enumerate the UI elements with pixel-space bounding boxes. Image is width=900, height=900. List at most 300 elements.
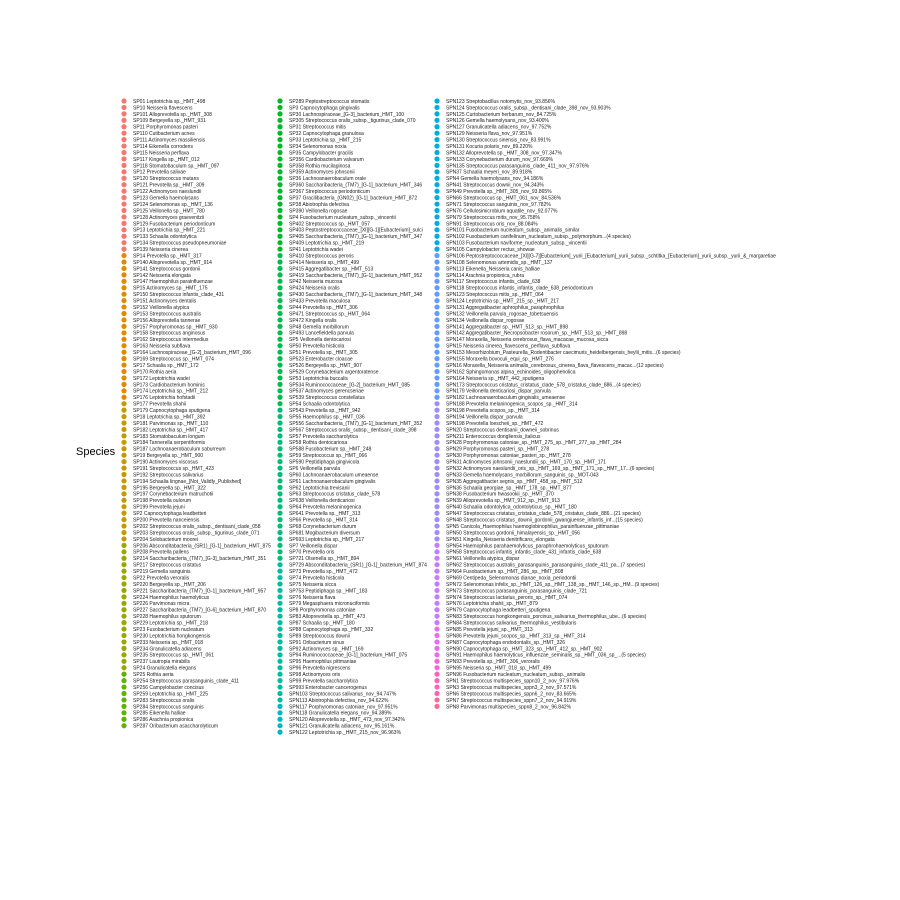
legend-label: SP543 Prevotella sp._HMT_942 — [289, 408, 361, 415]
legend-key-dot — [277, 543, 282, 548]
legend-label: SP55 Haemophilus sp._HMT_036 — [289, 414, 365, 421]
legend-key-dot — [434, 543, 439, 548]
legend-key-dot — [277, 433, 282, 438]
legend-key-dot — [277, 143, 282, 148]
legend-label: SP993 Enterobacter cancerogenus — [289, 684, 367, 691]
legend-key-dot — [121, 369, 126, 374]
legend-label: SP358 Rothia mucilaginosa — [289, 163, 351, 170]
legend-key-dot — [121, 440, 126, 445]
legend-label: SPN123 Streptobacillus notomytis_nov_93.856% — [446, 98, 555, 105]
legend-label: SPN51 Kingella_Neisseria denitrificans_elongata — [446, 536, 555, 543]
legend-key-dot — [277, 156, 282, 161]
legend-label: SP87 Schaalia sp._HMT_180 — [289, 620, 355, 627]
legend-key-dot — [121, 472, 126, 477]
legend-key-dot — [434, 189, 439, 194]
legend-key-dot — [121, 221, 126, 226]
legend-key-dot — [277, 549, 282, 554]
legend-label: SP158 Streptococcus anginosus — [133, 330, 206, 337]
legend-label: SPN120 Alloprevotella sp._HMT_473_nov_97.342% — [289, 717, 405, 724]
legend-key-dot — [121, 594, 126, 599]
legend-key-dot — [277, 375, 282, 380]
legend-key-dot — [277, 208, 282, 213]
legend-key-dot — [121, 427, 126, 432]
legend-label: SP419 Saccharibacteria_(TM7)_[G-1]_bacterium_HMT_952 — [289, 272, 423, 279]
legend-label: SP198 Prevotella oulorum — [133, 498, 192, 505]
legend-key-dot — [434, 491, 439, 496]
legend-key-dot — [277, 536, 282, 541]
legend-label: SP177 Prevotella shahii — [133, 401, 187, 408]
legend-label: SPN211 Enterococcus dongliensis_italicus — [446, 433, 541, 440]
legend-key-dot — [121, 691, 126, 696]
legend-label: SP217 Streptococcus cristatus — [133, 562, 202, 569]
legend-label: SP125 Veillonella sp._HMT_780 — [133, 208, 205, 215]
legend-key-dot — [121, 697, 126, 702]
legend-label: SPN49 Prevotella sp._HMT_305_nov_93.865% — [446, 189, 552, 196]
legend-key-dot — [121, 659, 126, 664]
legend-key-dot — [277, 562, 282, 567]
legend-key-dot — [277, 221, 282, 226]
legend-key-dot — [434, 176, 439, 181]
legend-key-dot — [434, 511, 439, 516]
legend-label: SP95 Haemophilus pittmaniae — [289, 659, 357, 666]
legend-label: SP151 Actinomyces dentalis — [133, 298, 197, 305]
legend-label: SPN37 Schaalia meyeri_nov_89.918% — [446, 169, 533, 176]
legend-label: SP19 Bergeyella sp._HMT_900 — [133, 453, 204, 460]
legend-label: SP6 Veillonella parvula — [289, 465, 341, 472]
legend-title: Species — [76, 446, 116, 458]
legend-key-dot — [434, 672, 439, 677]
legend-key-dot — [277, 279, 282, 284]
legend-label: SPN188 Prevotella melaninogenica_scopos_sp._HMT_314 — [446, 401, 578, 408]
legend-key-dot — [121, 395, 126, 400]
legend-key-dot — [434, 626, 439, 631]
legend-key-dot — [434, 408, 439, 413]
legend-key-dot — [121, 337, 126, 342]
legend-key-dot — [434, 118, 439, 123]
legend-key-dot — [434, 169, 439, 174]
legend-key-dot — [277, 465, 282, 470]
legend-key-dot — [434, 433, 439, 438]
legend-key-dot — [434, 343, 439, 348]
legend-key-dot — [434, 311, 439, 316]
legend-label: SP30 Lachnospiraceae_[G-3]_bacterium_HMT_100 — [289, 111, 405, 118]
legend-key-dot — [434, 633, 439, 638]
legend-label: SP534 Ruminococcaceae_[G-2]_bacterium_HMT_085 — [289, 382, 410, 389]
legend-key-dot — [434, 536, 439, 541]
legend-label: SPN198 Prevotella scopos_sp._HMT_314 — [446, 408, 540, 415]
legend-key-dot — [121, 317, 126, 322]
legend-label: SP5 Veillonella dentocariosi — [289, 337, 351, 344]
legend-key-dot — [277, 169, 282, 174]
legend-label: SPN84 Streptococcus salivarius_thermophilus_vestibularis — [446, 620, 577, 627]
legend-key-dot — [121, 298, 126, 303]
legend-key-dot — [434, 607, 439, 612]
legend-key-dot — [277, 131, 282, 136]
legend-key-dot — [277, 697, 282, 702]
legend-key-dot — [121, 350, 126, 355]
legend-key-dot — [434, 324, 439, 329]
legend-label: SP172 Leptotrichia wadei — [133, 375, 190, 382]
legend-label: SP133 Schaalia odontolytica — [133, 234, 197, 241]
legend-key-dot — [434, 330, 439, 335]
legend-key-dot — [434, 259, 439, 264]
legend-key-dot — [434, 356, 439, 361]
legend-label: SPN114 Arachnia propionica_rubra — [446, 272, 525, 279]
legend-key-dot — [277, 324, 282, 329]
legend-label: SP13 Leptotrichia sp._HMT_221 — [133, 227, 206, 234]
legend-label: SP638 Veillonella denticariosi — [289, 498, 355, 505]
legend-label: SP289 Peptostreptococcus stomatis — [289, 98, 370, 105]
legend-key-dot — [434, 517, 439, 522]
legend-key-dot — [434, 569, 439, 574]
legend-key-dot — [277, 556, 282, 561]
legend-key-dot — [434, 143, 439, 148]
legend-key-dot — [121, 446, 126, 451]
legend-label: SPN31 Actinomyces johnsonii_naeslundii_sp._HMT_170_sp._HMT_171 — [446, 459, 607, 466]
legend-key-dot — [277, 266, 282, 271]
legend-key-dot — [121, 498, 126, 503]
legend-key-dot — [434, 111, 439, 116]
legend-key-dot — [121, 620, 126, 625]
legend-label: SP234 Granulicatella adiacens — [133, 646, 202, 653]
legend-label: SPN101 Fusobacterium nucleatum_subsp._animalis_similar — [446, 227, 580, 234]
legend-key-dot — [121, 214, 126, 219]
legend-label: SP141 Streptococcus gordonii — [133, 266, 201, 273]
legend-label: SPN69 Centipeda_Selenomonas dianae_noxia_periodontii — [446, 575, 577, 582]
legend-key-dot — [277, 382, 282, 387]
legend-label: SP539 Streptococcus constellatus — [289, 395, 365, 402]
legend-key-dot — [121, 176, 126, 181]
legend-key-dot — [121, 272, 126, 277]
legend-label: SP73 Prevotella sp._HMT_472 — [289, 569, 358, 576]
legend-key-dot — [121, 408, 126, 413]
legend-label: SPN130 Streptococcus sinensis_nov_83.991% — [446, 137, 551, 144]
legend-key-dot — [277, 118, 282, 123]
legend-label: SPN173 Streptococcus cristatus_cristatus_clade_578_cristatus_clade_886...(4 species) — [446, 382, 641, 389]
legend-label: SPN79 Streptococcus mitis_nov_95.758% — [446, 214, 540, 221]
legend-key-dot — [121, 517, 126, 522]
legend-key-dot — [434, 247, 439, 252]
legend-label: SP32 Capnocytophaga granulosa — [289, 131, 364, 138]
legend-key-dot — [277, 491, 282, 496]
legend-key-dot — [277, 350, 282, 355]
legend-key-dot — [121, 356, 126, 361]
legend-key-dot — [277, 646, 282, 651]
legend-key-dot — [121, 485, 126, 490]
legend-label: SP415 Aggregatibacter sp._HMT_513 — [289, 266, 374, 273]
legend-key-dot — [121, 433, 126, 438]
legend-key-dot — [121, 672, 126, 677]
legend-key-dot — [434, 362, 439, 367]
legend-label: SP76 Neisseria flava — [289, 594, 336, 601]
legend-label: SP22 Prevotella veroralis — [133, 575, 190, 582]
legend-key-dot — [121, 530, 126, 535]
legend-key-dot — [121, 201, 126, 206]
legend-label: SP197 Corynebacterium matruchotii — [133, 491, 214, 498]
legend-label: SP66 Prevotella sp._HMT_314 — [289, 517, 358, 524]
legend-key-dot — [277, 511, 282, 516]
legend-key-dot — [121, 491, 126, 496]
legend-key-dot — [121, 105, 126, 110]
legend-key-dot — [277, 259, 282, 264]
legend-label: SP37 Gracilibacteria_(GN02)_[G-1]_bacterium_HMT_872 — [289, 195, 418, 202]
legend-label: SP75 Neisseria sicca — [289, 581, 337, 588]
legend-key-dot — [121, 723, 126, 728]
legend-key-dot — [121, 536, 126, 541]
legend-label: SP285 Eikenella halliae — [133, 710, 186, 717]
legend-label: SPN124 Streptococcus oralis_subsp._dentisani_clade_398_nov_93.903% — [446, 105, 611, 112]
legend-label: SP70 Prevotella oris — [289, 549, 335, 556]
legend-key-dot — [277, 195, 282, 200]
legend-label: SP359 Actinomyces johnsonii — [289, 169, 355, 176]
legend-key-dot — [434, 530, 439, 535]
legend-key-dot — [277, 530, 282, 535]
legend-label: SP12 Prevotella salivae — [133, 169, 186, 176]
legend-key-dot — [121, 247, 126, 252]
legend-key-dot — [277, 292, 282, 297]
legend-label: SPN20 Streptococcus dentisanii_downeii_sobrinus — [446, 427, 559, 434]
legend-key-dot — [434, 234, 439, 239]
legend-label: SPN106 Peptostreptococcaceae_[XI][G-7][Eubacterium]_yurii_[Eubacterium]_yurii_subsp._schtitka_[Eubacterium]_yurii_subsp._yurii_&_margaretiae — [446, 253, 776, 260]
legend-key-dot — [121, 633, 126, 638]
legend-key-dot — [121, 575, 126, 580]
legend-key-dot — [434, 253, 439, 258]
legend-label: SP194 Schaalia lingnae_[Not_Validly_Published] — [133, 478, 242, 485]
legend-label: SP33 Leptotrichia sp._HMT_215 — [289, 137, 362, 144]
legend-key-dot — [277, 626, 282, 631]
legend-key-dot — [277, 124, 282, 129]
legend-key-dot — [277, 485, 282, 490]
legend-key-dot — [277, 504, 282, 509]
legend-key-dot — [434, 659, 439, 664]
legend-key-dot — [121, 523, 126, 528]
legend-label: SPN54 Haemophilus parahaemolyticus_paraphrohaemolyticus_sputorum — [446, 543, 609, 550]
legend-key-dot — [277, 446, 282, 451]
legend-label: SP230 Leptotrichia hongkongensis — [133, 633, 211, 640]
legend-key-dot — [277, 414, 282, 419]
legend-label: SP17 Schaalia sp._HMT_172 — [133, 362, 199, 369]
legend-key-dot — [277, 311, 282, 316]
legend-label: SPN33 Gemella haemolysans_morbillorum_sanguinis_sp._MOT-043 — [446, 472, 599, 479]
legend-key-dot — [277, 298, 282, 303]
legend-key-dot — [434, 704, 439, 709]
legend-key-dot — [277, 710, 282, 715]
legend-key-dot — [277, 150, 282, 155]
legend-key-dot — [277, 652, 282, 657]
legend-label: SP414 Neisseria sp._HMT_499 — [289, 259, 360, 266]
legend-key-dot — [121, 607, 126, 612]
legend-label: SP472 Kingella oralis — [289, 317, 337, 324]
legend-key-dot — [277, 395, 282, 400]
legend-key-dot — [121, 253, 126, 258]
legend-label: SPN122 Leptotrichia sp._HMT_215_nov_96.963% — [289, 730, 402, 737]
legend-label: SP259 Leptotrichia sp._HMT_225 — [133, 691, 209, 698]
legend-label: SP88 Capnocytophaga sp._HMT_332 — [289, 626, 374, 633]
legend-key-dot — [277, 214, 282, 219]
legend-label: SPN142 Aggregatibacter_Necropsobacter rosorum_sp._HMT_513_sp._HMT_898 — [446, 330, 628, 337]
legend-label: SP224 Haemophilus haemolyticus — [133, 594, 210, 601]
legend-label: SPN103 Streptococcus salivarius_nov_94.747% — [289, 691, 397, 698]
legend-label: SP405 Saccharibacteria_(TM7)_[G-1]_bacterium_HMT_347 — [289, 234, 423, 241]
legend-label: SPN147 Moraxella_Neisseria cerebrosus_flava_macacae_mucosa_sicca — [446, 337, 609, 344]
legend-key-dot — [434, 691, 439, 696]
legend-key-dot — [277, 420, 282, 425]
legend-label: SPN103 Fusobacterium naviforme_nucleatum_subsp._vincentii — [446, 240, 587, 247]
legend-label: SPN141 Aggregatibacter sp._HMT_513_sp._HMT_898 — [446, 324, 569, 331]
legend-key-dot — [434, 156, 439, 161]
legend-label: SP14 Prevotella sp._HMT_317 — [133, 253, 202, 260]
legend-label: SP110 Cutibacterium acnes — [133, 131, 195, 138]
legend-key-dot — [121, 292, 126, 297]
legend-label: SPN36 Schaalia georgiae_sp._HMT_178_sp._HMT_877 — [446, 485, 572, 492]
legend-label: SPN155 Moraxella bovoculi_equi_sp._HMT_276 — [446, 356, 554, 363]
legend-key-dot — [277, 330, 282, 335]
legend-label: SP226 Parvimonas micra — [133, 601, 190, 608]
legend-label: SP62 Leptotrichia trevisanii — [289, 485, 350, 492]
legend-label: SPN113 Eikenella_Neisseria canis_halliae — [446, 266, 540, 273]
legend-key-dot — [434, 556, 439, 561]
legend-key-dot — [277, 569, 282, 574]
legend-label: SPN108 Selenomonas artemidis_sp._HMT_137 — [446, 259, 553, 266]
legend-key-dot — [121, 543, 126, 548]
legend-label: SP526 Bergeyella sp._HMT_907 — [289, 362, 362, 369]
legend-key-dot — [121, 478, 126, 483]
legend-label: SP228 Haemophilus sputorum — [133, 614, 201, 621]
legend-label: SP471 Streptococcus sp._HMT_064 — [289, 311, 370, 318]
legend-label: SP8 Porphyromonas catoniae — [289, 607, 356, 614]
legend-label: SPN91 Haemophilus haemolyticus_influenzae_seminalis_sp._HMT_036_sp_...(5 species) — [446, 652, 646, 659]
legend-label: SP44 Prevotella sp._HMT_306 — [289, 304, 358, 311]
legend-key-dot — [434, 459, 439, 464]
legend-key-dot — [277, 227, 282, 232]
legend-key-dot — [277, 472, 282, 477]
legend-key-dot — [277, 678, 282, 683]
legend-key-dot — [434, 227, 439, 232]
legend-label: SPN117 Porphyromonas catoniae_nov_97.951% — [289, 704, 398, 711]
legend-label: SPN134 Veillonella dispar_rogosae — [446, 317, 525, 324]
legend-key-dot — [434, 382, 439, 387]
legend-label: SP305 Streptococcus oralis_subsp._tigurinus_clade_070 — [289, 118, 416, 125]
legend-key-dot — [121, 227, 126, 232]
legend-label: SP51 Prevotella sp._HMT_305 — [289, 350, 358, 357]
legend-label: SP390 Veillonella rogosae — [289, 208, 348, 215]
legend-key-dot — [434, 272, 439, 277]
legend-key-dot — [121, 195, 126, 200]
legend-label: SP182 Leptotrichia sp._HMT_417 — [133, 427, 209, 434]
legend-label: SP164 Lachnospiraceae_[G-2]_bacterium_HMT_096 — [133, 350, 251, 357]
legend-key-dot — [121, 182, 126, 187]
legend-key-dot — [434, 594, 439, 599]
legend-label: SP96 Prevotella nigrescens — [289, 665, 351, 672]
legend-label: SPN73 Streptococcus parasanguinis_parasanguinis_clade_721 — [446, 588, 588, 595]
legend-key-dot — [434, 201, 439, 206]
legend-label: SP118 Stomatobaculum sp._HMT_097 — [133, 163, 220, 170]
legend-key-dot — [434, 285, 439, 290]
legend-label: SPN105 Campylobacter rectus_showae — [446, 247, 535, 254]
legend-key-dot — [277, 717, 282, 722]
legend-key-dot — [434, 304, 439, 309]
legend-label: SP57 Prevotella saccharolytica — [289, 433, 358, 440]
legend-label: SP92 Actinomyces sp._HMT_169 — [289, 646, 364, 653]
legend-label: SPN76 Cellulosimicrobium aquatile_nov_92.077% — [446, 208, 558, 215]
legend-label: SP567 Streptococcus oralis_subsp._dentisani_clade_398 — [289, 427, 417, 434]
legend-label: SP111 Actinomyces massiliensis — [133, 137, 206, 144]
legend-key-dot — [434, 105, 439, 110]
legend-key-dot — [277, 388, 282, 393]
legend-label: SPN48 Streptococcus cristatus_downii_gordonii_gwangjuense_infantis_inf...(15 species) — [446, 517, 643, 524]
legend-key-dot — [277, 684, 282, 689]
legend-label: SP221 Saccharibacteria_(TM7)_[G-1]_bacterium_HMT_957 — [133, 588, 267, 595]
legend-key-dot — [121, 626, 126, 631]
legend-key-dot — [121, 511, 126, 516]
legend-label: SPN1 Streptococcus multispecies_sppn10_2_nov_97.976% — [446, 678, 580, 685]
legend-key-dot — [434, 562, 439, 567]
legend-key-dot — [434, 697, 439, 702]
legend-key-dot — [277, 704, 282, 709]
legend-label: SP38 Abiotrophia defectiva — [289, 201, 350, 208]
legend-label: SP162 Streptococcus intermedius — [133, 337, 209, 344]
legend-label: SP83 Alloprevotella sp._HMT_473 — [289, 614, 366, 621]
legend-label: SPN102 Fusobacterium canifelinum_nucleatum_subsp._polymorphum...(4 species) — [446, 234, 631, 241]
legend-label: SP430 Saccharibacteria_(TM7)_[G-1]_bacterium_HMT_348 — [289, 292, 423, 299]
legend-label: SP170 Rothia aeria — [133, 369, 177, 376]
legend-label: SP64 Prevotella melaninogenica — [289, 504, 362, 511]
legend-label: SPN164 Neisseria sp._HMT_442_sputigena — [446, 375, 545, 382]
legend-key-dot — [121, 189, 126, 194]
legend-label: SPN74 Streptococcus lactarius_peroris_sp._HMT_074 — [446, 594, 568, 601]
legend-key-dot — [434, 465, 439, 470]
legend-label: SP98 Actinomyces oris — [289, 672, 341, 679]
legend-label: SP681 Mogibacterium diversum — [289, 530, 360, 537]
legend-label: SPN50 Streptococcus gordonii_himalayensis_sp._HMT_056 — [446, 530, 580, 537]
legend-label: SP256 Campylobacter concisus — [133, 684, 204, 691]
legend-label: SPN29 Porphyromonas pasteri_sp._HMT_278 — [446, 446, 550, 453]
legend-label: SP153 Streptococcus australis — [133, 311, 202, 318]
legend-label: SP233 Neisseria sp._HMT_018 — [133, 639, 204, 646]
legend-key-dot — [277, 601, 282, 606]
legend-label: SP203 Streptococcus oralis_subsp._tigurinus_clade_071 — [133, 530, 260, 537]
legend-label: SPN124 Leptotrichia sp._HMT_215_sp._HMT_217 — [446, 298, 559, 305]
legend-key-dot — [121, 588, 126, 593]
legend-label: SPN131 Aggregatibacter aphrophilus_paraphrophilus — [446, 304, 565, 311]
legend-label: SP79 Megasphaera micronuciformis — [289, 601, 370, 608]
legend-key-dot — [277, 182, 282, 187]
legend-label: SP34 Selenomonas noxia — [289, 143, 347, 150]
legend-label: SP109 Bergeyella sp._HMT_931 — [133, 118, 206, 125]
legend-key-dot — [121, 453, 126, 458]
legend-key-dot — [434, 440, 439, 445]
legend-label: SP174 Leptotrichia sp._HMT_212 — [133, 388, 209, 395]
legend-label: SPN71 Streptococcus sanguinis_nov_97.782% — [446, 201, 551, 208]
legend-label: SP403 Peptostreptococcaceae_[XI][G-1][Eubacterium]_sulci — [289, 227, 423, 234]
legend-label: SP410 Streptococcus peroris — [289, 253, 354, 260]
legend-label: SP89 Streptococcus downii — [289, 633, 350, 640]
legend-key-dot — [277, 176, 282, 181]
legend-label: SP227 Saccharibacteria_(TM7)_[G-6]_bacterium_HMT_870 — [133, 607, 267, 614]
legend-key-dot — [277, 356, 282, 361]
legend-key-dot — [277, 163, 282, 168]
legend-label: SPN40 Schaalia odontolytica_odontolyticus_sp._HMT_180 — [446, 504, 577, 511]
legend-label: SP128 Actinomyces graevenitzii — [133, 214, 205, 221]
legend-label: SP42 Neisseria mucosa — [289, 279, 343, 286]
legend-label: SP173 Cardiobacterium hominis — [133, 382, 205, 389]
legend-label: SP36 Lachnoanaerobaculum orale — [289, 176, 366, 183]
legend-label: SPN162 Sphingomonas alpina_echinoides_oligophenolica — [446, 369, 576, 376]
legend-key-dot — [434, 639, 439, 644]
legend-label: SP68 Corynebacterium durum — [289, 523, 357, 530]
legend-key-dot — [434, 388, 439, 393]
legend-label: SP41 Leptotrichia wadei — [289, 247, 343, 254]
